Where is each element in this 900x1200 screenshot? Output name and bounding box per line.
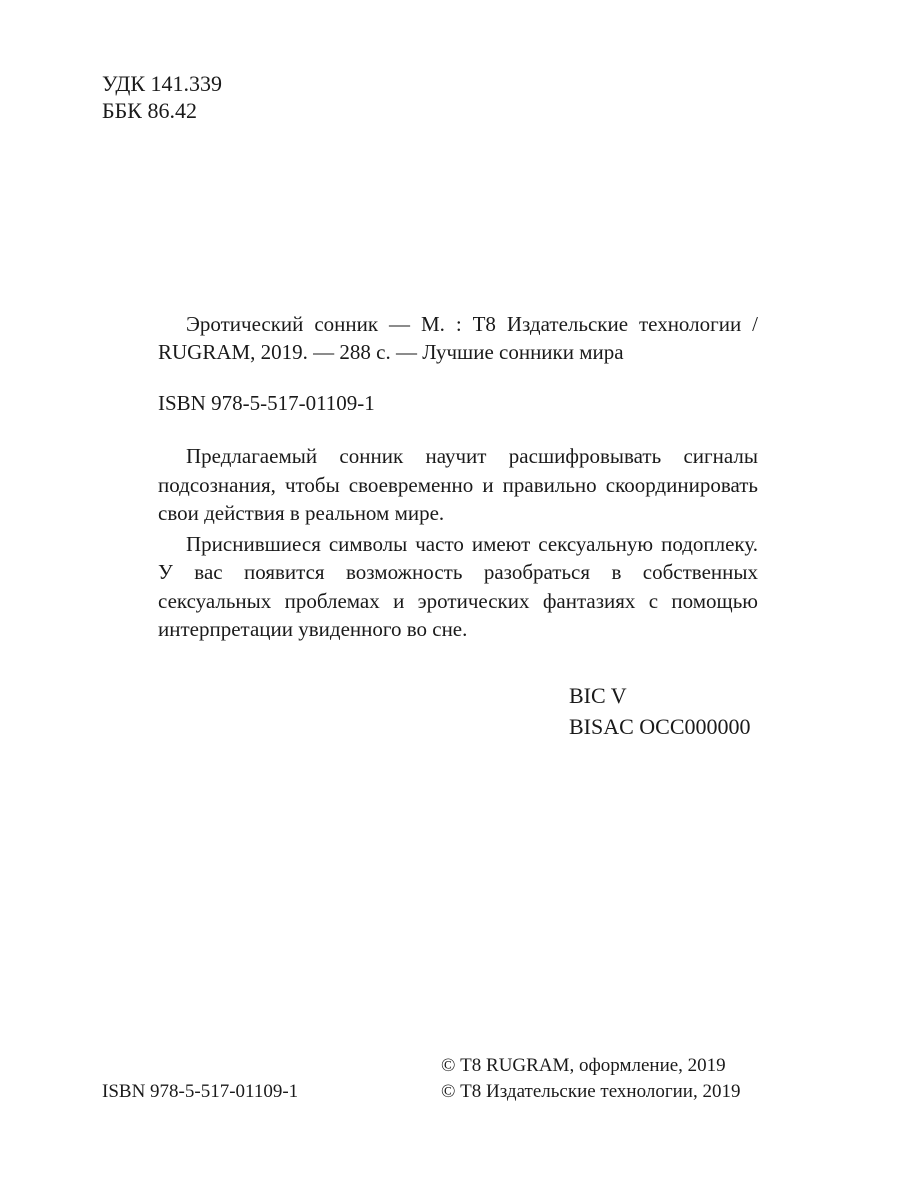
bibliographic-record xyxy=(158,310,758,366)
bisac-code: BISAC OCC000000 xyxy=(569,714,751,739)
bibliographic-description: Эротический сонник — М. : Т8 Издательские технологии / RUGRAM, 2019. — 288 с. — Лучшие сонники мира xyxy=(158,312,758,364)
isbn-footer: ISBN 978-5-517-01109-1 xyxy=(102,1081,299,1102)
copyright-publisher: © Т8 Издательские технологии, 2019 xyxy=(441,1081,741,1102)
bbk-code: ББК 86.42 xyxy=(102,98,197,123)
bic-code: BIC V xyxy=(569,683,627,708)
udk-code: УДК 141.339 xyxy=(102,71,223,96)
subject-codes xyxy=(569,680,751,742)
isbn-main: ISBN 978-5-517-01109-1 xyxy=(158,391,375,415)
annotation-paragraph-2: Приснившиеся символы часто имеют сексуальную подоплеку. У вас появится возможность разобраться в собственных сексуальных проблемах и эротических фантазиях с помощью интерпретации увиденного во сне. xyxy=(158,531,758,641)
book-annotation xyxy=(158,442,758,644)
copyright-design: © Т8 RUGRAM, оформление, 2019 xyxy=(441,1055,726,1076)
classification-codes xyxy=(102,70,222,124)
copyright-notices xyxy=(441,1053,740,1105)
annotation-paragraph-1: Предлагаемый сонник научит расшифровывать сигналы подсознания, чтобы своевременно и правильно скоординировать свои действия в реальном мире. xyxy=(158,444,758,525)
